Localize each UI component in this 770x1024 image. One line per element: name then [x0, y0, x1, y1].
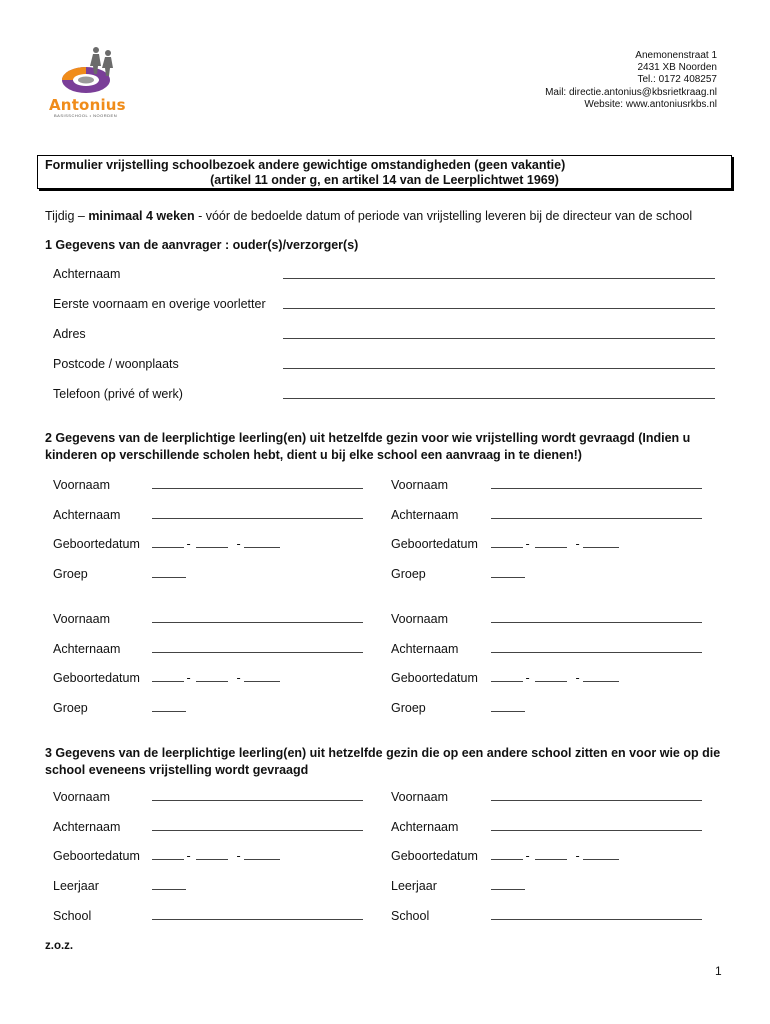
other-school-student-col2-voornaam-label: Voornaam: [391, 790, 448, 804]
form-subtitle: (artikel 11 onder g, en artikel 14 van de Leerplichtwet 1969): [210, 173, 559, 187]
other-school-student-col1-leerjaar-label: Leerjaar: [53, 879, 99, 894]
other-school-student-col2-school-label: School: [391, 908, 430, 923]
other-school-student-col1-leerjaar-field[interactable]: [152, 889, 186, 890]
form-title-box: [37, 155, 732, 189]
other-school-student-col1-geboortedatum-separator-2: -: [236, 849, 241, 864]
student-a-col1-geboortedatum-separator-1: -: [186, 537, 191, 552]
other-school-student-col2-school-field[interactable]: [491, 919, 702, 920]
other-school-student-col2-leerjaar-field[interactable]: [491, 889, 525, 890]
applicant-telefoon-priv-of-werk-field[interactable]: [283, 398, 715, 399]
address-street: Anemonenstraat 1: [635, 50, 717, 61]
student-b-col2-geboortedatum-part1-field[interactable]: [491, 681, 523, 682]
intro-pre: Tijdig –: [45, 209, 89, 223]
other-school-student-col2-geboortedatum-separator-1: -: [525, 849, 530, 864]
address-postcode: 2431 XB Noorden: [637, 62, 717, 74]
student-a-col1-geboortedatum-separator-2: -: [236, 537, 241, 552]
applicant-achternaam-field[interactable]: [283, 278, 715, 279]
student-b-col2-groep-field[interactable]: [491, 711, 525, 712]
student-a-col2-achternaam-label: Achternaam: [391, 507, 459, 522]
address-email: Mail: directie.antonius@kbsrietkraag.nl: [545, 86, 717, 98]
student-b-col1-geboortedatum-part3-field[interactable]: [244, 681, 280, 682]
school-logo: [46, 44, 136, 120]
student-b-col1-geboortedatum-part2-field[interactable]: [196, 681, 228, 682]
other-school-student-col2-geboortedatum-part1-field[interactable]: [491, 859, 523, 860]
other-school-student-col2-geboortedatum-part2-field[interactable]: [535, 859, 567, 860]
section1-heading: 1 Gegevens van de aanvrager : ouder(s)/verzorger(s): [45, 238, 359, 252]
address-phone: Tel.: 0172 408257: [637, 74, 717, 86]
other-school-student-col2-geboortedatum-label: Geboortedatum: [391, 849, 478, 864]
other-school-student-col1-school-label: School: [53, 908, 92, 923]
applicant-achternaam-label: Achternaam: [53, 267, 121, 281]
applicant-adres-field[interactable]: [283, 338, 715, 339]
applicant-eerste-voornaam-en-overige-voorletter-field[interactable]: [283, 308, 715, 309]
other-school-student-col1-school-field[interactable]: [152, 919, 363, 920]
student-b-col1-geboortedatum-label: Geboortedatum: [53, 671, 140, 686]
student-b-col1-voornaam-label: Voornaam: [53, 612, 110, 626]
logo-wordmark: Antonius: [49, 96, 126, 114]
turn-over-note: z.o.z.: [45, 940, 74, 952]
student-b-col2-geboortedatum-part3-field[interactable]: [583, 681, 619, 682]
student-a-col1-geboortedatum-part1-field[interactable]: [152, 547, 184, 548]
student-b-col1-geboortedatum-separator-1: -: [186, 671, 191, 686]
other-school-student-col2-leerjaar-label: Leerjaar: [391, 879, 437, 894]
school-address: [545, 50, 717, 111]
page-number: 1: [715, 964, 722, 978]
student-a-col2-groep-field[interactable]: [491, 577, 525, 578]
student-a-col2-achternaam-field[interactable]: [491, 518, 702, 519]
student-b-col2-geboortedatum-separator-1: -: [525, 671, 530, 686]
address-website: Website: www.antoniusrkbs.nl: [584, 98, 717, 110]
form-title: Formulier vrijstelling schoolbezoek andere gewichtige omstandigheden (geen vakantie): [45, 158, 566, 172]
student-b-col2-voornaam-label: Voornaam: [391, 612, 448, 626]
student-b-col1-achternaam-label: Achternaam: [53, 641, 121, 656]
other-school-student-col2-achternaam-label: Achternaam: [391, 819, 459, 834]
student-b-col1-groep-field[interactable]: [152, 711, 186, 712]
student-a-col2-voornaam-field[interactable]: [491, 488, 702, 489]
applicant-postcode-woonplaats-label: Postcode / woonplaats: [53, 357, 179, 371]
other-school-student-col1-geboortedatum-separator-1: -: [186, 849, 191, 864]
student-a-col1-voornaam-label: Voornaam: [53, 478, 110, 492]
other-school-student-col2-geboortedatum-separator-2: -: [575, 849, 580, 864]
student-a-col2-geboortedatum-separator-2: -: [575, 537, 580, 552]
student-a-col1-geboortedatum-part2-field[interactable]: [196, 547, 228, 548]
applicant-eerste-voornaam-en-overige-voorletter-label: Eerste voornaam en overige voorletter: [53, 297, 266, 311]
student-a-col1-groep-label: Groep: [53, 567, 88, 582]
student-a-col1-achternaam-field[interactable]: [152, 518, 363, 519]
other-school-student-col1-geboortedatum-part1-field[interactable]: [152, 859, 184, 860]
other-school-student-col2-geboortedatum-part3-field[interactable]: [583, 859, 619, 860]
student-b-col1-achternaam-field[interactable]: [152, 652, 363, 653]
intro-post: - vóór de bedoelde datum of periode van vrijstelling leveren bij de directeur van de school: [194, 209, 693, 223]
student-a-col1-groep-field[interactable]: [152, 577, 186, 578]
other-school-student-col1-geboortedatum-part3-field[interactable]: [244, 859, 280, 860]
student-a-col1-geboortedatum-label: Geboortedatum: [53, 537, 140, 552]
student-b-col2-groep-label: Groep: [391, 701, 426, 716]
student-a-col2-groep-label: Groep: [391, 567, 426, 582]
applicant-postcode-woonplaats-field[interactable]: [283, 368, 715, 369]
other-school-student-col2-achternaam-field[interactable]: [491, 830, 702, 831]
student-a-col2-geboortedatum-part2-field[interactable]: [535, 547, 567, 548]
student-a-col2-geboortedatum-label: Geboortedatum: [391, 537, 478, 552]
student-a-col2-geboortedatum-part3-field[interactable]: [583, 547, 619, 548]
student-b-col1-voornaam-field[interactable]: [152, 622, 363, 623]
other-school-student-col1-voornaam-field[interactable]: [152, 800, 363, 801]
student-b-col1-geboortedatum-separator-2: -: [236, 671, 241, 686]
logo-emblem-icon: [46, 44, 136, 99]
applicant-adres-label: Adres: [53, 327, 86, 341]
student-b-col1-groep-label: Groep: [53, 701, 88, 716]
other-school-student-col1-geboortedatum-label: Geboortedatum: [53, 849, 140, 864]
other-school-student-col1-geboortedatum-part2-field[interactable]: [196, 859, 228, 860]
student-b-col2-geboortedatum-label: Geboortedatum: [391, 671, 478, 686]
student-b-col2-voornaam-field[interactable]: [491, 622, 702, 623]
intro-deadline: minimaal 4 weken: [88, 209, 195, 223]
student-b-col2-achternaam-field[interactable]: [491, 652, 702, 653]
section2-heading: 2 Gegevens van de leerplichtige leerling(en) uit hetzelfde gezin voor wie vrijstelling wordt gevraagd (Indien u kinderen op verschillende scholen hebt, dient u bij elke school een aanvraag in te dienen!): [45, 431, 691, 462]
other-school-student-col1-achternaam-field[interactable]: [152, 830, 363, 831]
student-a-col1-geboortedatum-part3-field[interactable]: [244, 547, 280, 548]
section3-heading: 3 Gegevens van de leerplichtige leerling(en) uit hetzelfde gezin die op een andere school zitten en voor wie op die school eveneens vrijstelling wordt gevraagd: [45, 746, 721, 777]
student-b-col2-achternaam-label: Achternaam: [391, 641, 459, 656]
logo-tagline: BASISSCHOOL • NOORDEN: [54, 113, 118, 118]
student-a-col1-achternaam-label: Achternaam: [53, 507, 121, 522]
student-a-col2-voornaam-label: Voornaam: [391, 478, 448, 492]
intro-text: [45, 209, 692, 223]
other-school-student-col1-achternaam-label: Achternaam: [53, 819, 121, 834]
student-b-col2-geboortedatum-part2-field[interactable]: [535, 681, 567, 682]
student-b-col1-geboortedatum-part1-field[interactable]: [152, 681, 184, 682]
student-a-col2-geboortedatum-separator-1: -: [525, 537, 530, 552]
other-school-student-col1-voornaam-label: Voornaam: [53, 790, 110, 804]
student-a-col2-geboortedatum-part1-field[interactable]: [491, 547, 523, 548]
student-a-col1-voornaam-field[interactable]: [152, 488, 363, 489]
applicant-telefoon-priv-of-werk-label: Telefoon (privé of werk): [53, 387, 183, 401]
student-b-col2-geboortedatum-separator-2: -: [575, 671, 580, 686]
other-school-student-col2-voornaam-field[interactable]: [491, 800, 702, 801]
